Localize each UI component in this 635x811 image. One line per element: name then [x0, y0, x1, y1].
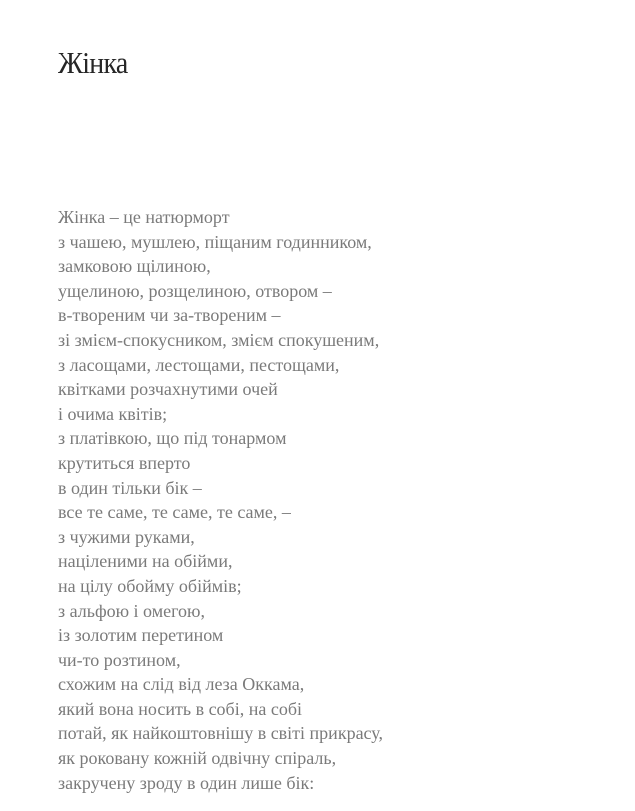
poem-line: замковою щілиною,	[58, 256, 211, 277]
poem-line: і очима квітів;	[58, 403, 168, 424]
poem-line: з платівкою, що під тонармом	[58, 428, 287, 449]
poem-line: як роковану кожній одвічну спіраль,	[58, 748, 337, 769]
poem-line: крутиться вперто	[58, 452, 191, 473]
poem-line: на цілу обойму обіймів;	[58, 575, 242, 596]
poem-line: квітками розчахнутими очей	[58, 379, 278, 400]
poem-text	[58, 205, 383, 795]
poem-line: в-твореним чи за-твореним –	[58, 305, 281, 326]
poem-line: в один тільки бік –	[58, 477, 202, 498]
poem-line: зі змієм-спокусником, змієм спокушеним,	[58, 329, 380, 350]
poem-line: який вона носить в собі, на собі	[58, 698, 302, 719]
poem-line: чи-то розтином,	[58, 649, 181, 670]
poem-title: Жінка	[58, 45, 128, 80]
poem-line: схожим на слід від леза Оккама,	[58, 674, 305, 695]
poem-line: націленими на обійми,	[58, 551, 233, 572]
poem-line: потай, як найкоштовнішу в світі прикрасу,	[58, 723, 384, 744]
poem-line: з чашею, мушлею, піщаним годинником,	[58, 231, 372, 252]
poem-line: все те саме, те саме, те саме, –	[58, 502, 291, 523]
poem-line: з ласощами, лестощами, пестощами,	[58, 354, 340, 375]
poem-line: з чужими руками,	[58, 526, 195, 547]
poem-line: закручену зроду в один лише бік:	[58, 772, 315, 793]
poem-line: Жінка – це натюрморт	[58, 207, 230, 227]
poem-line: ущелиною, розщелиною, отвором –	[58, 280, 332, 301]
poem-line: із золотим перетином	[58, 625, 224, 646]
poem-line: з альфою і омегою,	[58, 600, 205, 621]
